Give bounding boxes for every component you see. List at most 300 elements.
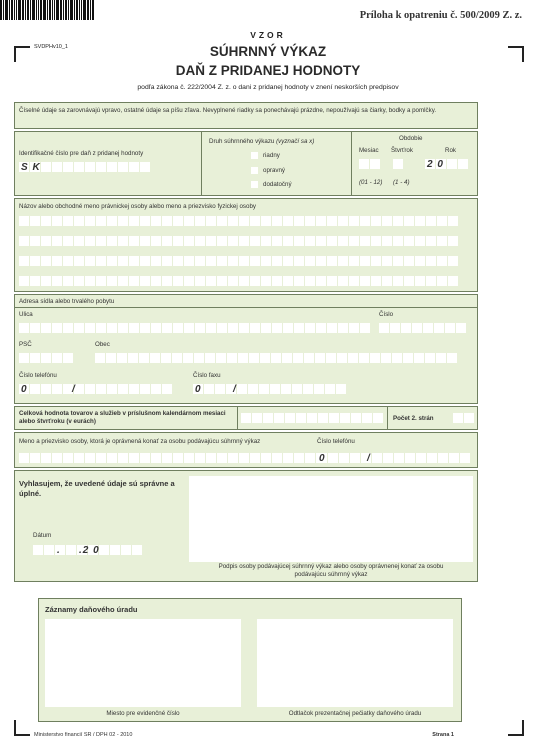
character-cell[interactable] bbox=[415, 276, 425, 286]
character-cell[interactable] bbox=[318, 413, 328, 423]
character-cell[interactable] bbox=[85, 276, 95, 286]
character-cell[interactable] bbox=[140, 323, 150, 333]
character-cell[interactable] bbox=[204, 384, 214, 394]
character-cell[interactable] bbox=[228, 453, 238, 463]
character-cell[interactable] bbox=[107, 453, 117, 463]
character-cell[interactable] bbox=[110, 545, 120, 555]
character-cell[interactable] bbox=[85, 323, 95, 333]
character-cell[interactable] bbox=[140, 276, 150, 286]
character-cell[interactable] bbox=[328, 453, 338, 463]
character-cell[interactable] bbox=[52, 453, 62, 463]
character-cell[interactable] bbox=[427, 453, 437, 463]
character-cell[interactable] bbox=[30, 323, 40, 333]
character-cell[interactable] bbox=[151, 276, 161, 286]
character-cell[interactable] bbox=[129, 256, 139, 266]
character-cell[interactable] bbox=[261, 216, 271, 226]
character-cell[interactable] bbox=[85, 384, 95, 394]
character-cell[interactable] bbox=[327, 236, 337, 246]
character-cell[interactable] bbox=[140, 236, 150, 246]
character-cell[interactable] bbox=[293, 353, 303, 363]
character-cell[interactable] bbox=[228, 323, 238, 333]
character-cell[interactable] bbox=[260, 353, 270, 363]
character-cell[interactable] bbox=[314, 384, 324, 394]
character-cell[interactable] bbox=[228, 256, 238, 266]
character-cell[interactable] bbox=[129, 323, 139, 333]
character-cell[interactable] bbox=[437, 256, 447, 266]
character-cell[interactable] bbox=[447, 353, 457, 363]
character-cell[interactable] bbox=[272, 256, 282, 266]
character-cell[interactable] bbox=[261, 276, 271, 286]
character-cell[interactable] bbox=[52, 323, 62, 333]
character-cell[interactable] bbox=[30, 216, 40, 226]
character-cell[interactable] bbox=[316, 256, 326, 266]
name-row-3[interactable] bbox=[19, 256, 458, 266]
character-cell[interactable] bbox=[261, 256, 271, 266]
character-cell[interactable] bbox=[379, 323, 389, 333]
character-cell[interactable] bbox=[272, 216, 282, 226]
character-cell[interactable] bbox=[140, 256, 150, 266]
character-cell[interactable] bbox=[151, 256, 161, 266]
character-cell[interactable] bbox=[425, 353, 435, 363]
character-cell[interactable] bbox=[437, 216, 447, 226]
character-cell[interactable] bbox=[183, 353, 193, 363]
character-cell[interactable] bbox=[85, 236, 95, 246]
character-cell[interactable] bbox=[283, 323, 293, 333]
character-cell[interactable] bbox=[460, 453, 470, 463]
character-cell[interactable] bbox=[63, 216, 73, 226]
character-cell[interactable] bbox=[426, 216, 436, 226]
character-cell[interactable] bbox=[294, 453, 304, 463]
authorized-name-field[interactable] bbox=[19, 453, 326, 463]
signature-field[interactable] bbox=[189, 476, 473, 562]
character-cell[interactable] bbox=[217, 216, 227, 226]
character-cell[interactable] bbox=[393, 216, 403, 226]
character-cell[interactable] bbox=[283, 256, 293, 266]
fax-field[interactable] bbox=[193, 384, 346, 394]
character-cell[interactable] bbox=[19, 236, 29, 246]
name-row-4[interactable] bbox=[19, 276, 458, 286]
character-cell[interactable] bbox=[217, 276, 227, 286]
character-cell[interactable] bbox=[96, 216, 106, 226]
character-cell[interactable] bbox=[437, 236, 447, 246]
character-cell[interactable] bbox=[121, 545, 131, 555]
character-cell[interactable] bbox=[41, 216, 51, 226]
character-cell[interactable] bbox=[194, 353, 204, 363]
character-cell[interactable] bbox=[272, 323, 282, 333]
character-cell[interactable] bbox=[173, 236, 183, 246]
character-cell[interactable] bbox=[44, 545, 54, 555]
character-cell[interactable] bbox=[248, 384, 258, 394]
character-cell[interactable] bbox=[129, 384, 139, 394]
character-cell[interactable] bbox=[118, 453, 128, 463]
character-cell[interactable] bbox=[294, 236, 304, 246]
character-cell[interactable] bbox=[129, 162, 139, 172]
character-cell[interactable] bbox=[128, 353, 138, 363]
character-cell[interactable] bbox=[305, 236, 315, 246]
character-cell[interactable] bbox=[370, 159, 380, 169]
character-cell[interactable] bbox=[139, 353, 149, 363]
character-cell[interactable] bbox=[436, 353, 446, 363]
character-cell[interactable] bbox=[74, 162, 84, 172]
month-field[interactable] bbox=[359, 159, 380, 169]
character-cell[interactable] bbox=[205, 353, 215, 363]
character-cell[interactable] bbox=[382, 236, 392, 246]
character-cell[interactable] bbox=[360, 256, 370, 266]
character-cell[interactable] bbox=[151, 453, 161, 463]
character-cell[interactable] bbox=[30, 353, 40, 363]
character-cell[interactable] bbox=[307, 413, 317, 423]
character-cell[interactable] bbox=[161, 353, 171, 363]
character-cell[interactable] bbox=[85, 216, 95, 226]
character-cell[interactable] bbox=[272, 236, 282, 246]
character-cell[interactable] bbox=[464, 413, 474, 423]
character-cell[interactable] bbox=[338, 323, 348, 333]
character-cell[interactable] bbox=[305, 453, 315, 463]
character-cell[interactable] bbox=[304, 353, 314, 363]
character-cell[interactable] bbox=[390, 323, 400, 333]
character-cell[interactable] bbox=[448, 236, 458, 246]
character-cell[interactable] bbox=[404, 276, 414, 286]
character-cell[interactable] bbox=[96, 384, 106, 394]
character-cell[interactable] bbox=[282, 353, 292, 363]
character-cell[interactable] bbox=[162, 384, 172, 394]
character-cell[interactable] bbox=[150, 353, 160, 363]
character-cell[interactable] bbox=[272, 453, 282, 463]
character-cell[interactable] bbox=[52, 236, 62, 246]
character-cell[interactable] bbox=[132, 545, 142, 555]
character-cell[interactable] bbox=[140, 216, 150, 226]
character-cell[interactable] bbox=[162, 216, 172, 226]
character-cell[interactable] bbox=[360, 323, 370, 333]
character-cell[interactable] bbox=[327, 256, 337, 266]
character-cell[interactable] bbox=[173, 453, 183, 463]
character-cell[interactable] bbox=[405, 453, 415, 463]
character-cell[interactable] bbox=[129, 236, 139, 246]
character-cell[interactable] bbox=[129, 216, 139, 226]
character-cell[interactable] bbox=[85, 162, 95, 172]
character-cell[interactable] bbox=[360, 236, 370, 246]
character-cell[interactable] bbox=[415, 236, 425, 246]
character-cell[interactable] bbox=[195, 236, 205, 246]
character-cell[interactable] bbox=[41, 384, 51, 394]
town-field[interactable] bbox=[95, 353, 457, 363]
character-cell[interactable] bbox=[360, 276, 370, 286]
character-cell[interactable] bbox=[206, 453, 216, 463]
character-cell[interactable] bbox=[274, 413, 284, 423]
character-cell[interactable] bbox=[294, 256, 304, 266]
character-cell[interactable] bbox=[349, 256, 359, 266]
character-cell[interactable] bbox=[172, 353, 182, 363]
character-cell[interactable] bbox=[107, 323, 117, 333]
character-cell[interactable] bbox=[371, 236, 381, 246]
character-cell[interactable] bbox=[74, 453, 84, 463]
character-cell[interactable] bbox=[19, 216, 29, 226]
character-cell[interactable] bbox=[340, 413, 350, 423]
character-cell[interactable] bbox=[184, 236, 194, 246]
character-cell[interactable] bbox=[118, 276, 128, 286]
character-cell[interactable] bbox=[327, 216, 337, 226]
character-cell[interactable] bbox=[162, 453, 172, 463]
character-cell[interactable] bbox=[456, 323, 466, 333]
character-cell[interactable] bbox=[336, 384, 346, 394]
character-cell[interactable] bbox=[393, 276, 403, 286]
character-cell[interactable] bbox=[96, 323, 106, 333]
character-cell[interactable] bbox=[316, 276, 326, 286]
character-cell[interactable] bbox=[96, 236, 106, 246]
character-cell[interactable] bbox=[63, 323, 73, 333]
street-field[interactable] bbox=[19, 323, 370, 333]
character-cell[interactable] bbox=[216, 353, 226, 363]
character-cell[interactable] bbox=[41, 162, 51, 172]
character-cell[interactable] bbox=[403, 353, 413, 363]
character-cell[interactable] bbox=[316, 236, 326, 246]
character-cell[interactable] bbox=[195, 216, 205, 226]
character-cell[interactable] bbox=[217, 453, 227, 463]
character-cell[interactable] bbox=[206, 276, 216, 286]
character-cell[interactable] bbox=[52, 216, 62, 226]
character-cell[interactable] bbox=[239, 216, 249, 226]
authorized-phone-field[interactable] bbox=[317, 453, 470, 463]
character-cell[interactable] bbox=[118, 256, 128, 266]
character-cell[interactable] bbox=[394, 453, 404, 463]
character-cell[interactable] bbox=[85, 256, 95, 266]
character-cell[interactable] bbox=[250, 236, 260, 246]
character-cell[interactable] bbox=[173, 276, 183, 286]
character-cell[interactable] bbox=[283, 216, 293, 226]
character-cell[interactable] bbox=[30, 453, 40, 463]
stamp-field[interactable] bbox=[257, 619, 453, 707]
character-cell[interactable] bbox=[118, 162, 128, 172]
character-cell[interactable] bbox=[63, 276, 73, 286]
character-cell[interactable] bbox=[151, 323, 161, 333]
character-cell[interactable] bbox=[239, 256, 249, 266]
character-cell[interactable] bbox=[393, 256, 403, 266]
character-cell[interactable] bbox=[316, 323, 326, 333]
character-cell[interactable] bbox=[349, 216, 359, 226]
character-cell[interactable] bbox=[371, 256, 381, 266]
character-cell[interactable] bbox=[206, 236, 216, 246]
character-cell[interactable] bbox=[95, 353, 105, 363]
character-cell[interactable] bbox=[392, 353, 402, 363]
character-cell[interactable] bbox=[263, 413, 273, 423]
character-cell[interactable] bbox=[412, 323, 422, 333]
character-cell[interactable] bbox=[426, 236, 436, 246]
character-cell[interactable] bbox=[63, 353, 73, 363]
character-cell[interactable] bbox=[239, 276, 249, 286]
character-cell[interactable] bbox=[41, 256, 51, 266]
character-cell[interactable] bbox=[261, 453, 271, 463]
character-cell[interactable] bbox=[239, 323, 249, 333]
character-cell[interactable] bbox=[294, 216, 304, 226]
character-cell[interactable] bbox=[415, 256, 425, 266]
character-cell[interactable] bbox=[140, 453, 150, 463]
character-cell[interactable] bbox=[195, 453, 205, 463]
character-cell[interactable] bbox=[96, 453, 106, 463]
total-value-field[interactable] bbox=[241, 413, 383, 423]
character-cell[interactable] bbox=[19, 276, 29, 286]
character-cell[interactable] bbox=[217, 323, 227, 333]
character-cell[interactable] bbox=[74, 276, 84, 286]
character-cell[interactable] bbox=[401, 323, 411, 333]
character-cell[interactable] bbox=[393, 236, 403, 246]
character-cell[interactable] bbox=[96, 162, 106, 172]
character-cell[interactable] bbox=[206, 323, 216, 333]
character-cell[interactable] bbox=[381, 353, 391, 363]
character-cell[interactable] bbox=[329, 413, 339, 423]
character-cell[interactable] bbox=[74, 236, 84, 246]
character-cell[interactable] bbox=[206, 216, 216, 226]
character-cell[interactable] bbox=[140, 162, 150, 172]
character-cell[interactable] bbox=[270, 384, 280, 394]
report-type-corrective-checkbox[interactable] bbox=[251, 167, 258, 174]
character-cell[interactable] bbox=[30, 236, 40, 246]
character-cell[interactable] bbox=[63, 162, 73, 172]
character-cell[interactable] bbox=[283, 276, 293, 286]
character-cell[interactable] bbox=[96, 276, 106, 286]
character-cell[interactable] bbox=[63, 256, 73, 266]
character-cell[interactable] bbox=[339, 453, 349, 463]
character-cell[interactable] bbox=[327, 276, 337, 286]
character-cell[interactable] bbox=[99, 545, 109, 555]
character-cell[interactable] bbox=[349, 323, 359, 333]
character-cell[interactable] bbox=[107, 216, 117, 226]
character-cell[interactable] bbox=[292, 384, 302, 394]
character-cell[interactable] bbox=[252, 413, 262, 423]
character-cell[interactable] bbox=[449, 453, 459, 463]
character-cell[interactable] bbox=[151, 216, 161, 226]
character-cell[interactable] bbox=[338, 216, 348, 226]
character-cell[interactable] bbox=[52, 276, 62, 286]
character-cell[interactable] bbox=[66, 545, 76, 555]
character-cell[interactable] bbox=[351, 413, 361, 423]
character-cell[interactable] bbox=[350, 453, 360, 463]
character-cell[interactable] bbox=[106, 353, 116, 363]
character-cell[interactable] bbox=[250, 453, 260, 463]
character-cell[interactable] bbox=[372, 453, 382, 463]
character-cell[interactable] bbox=[414, 353, 424, 363]
character-cell[interactable] bbox=[426, 276, 436, 286]
character-cell[interactable] bbox=[438, 453, 448, 463]
character-cell[interactable] bbox=[118, 384, 128, 394]
character-cell[interactable] bbox=[349, 276, 359, 286]
character-cell[interactable] bbox=[371, 276, 381, 286]
character-cell[interactable] bbox=[448, 216, 458, 226]
character-cell[interactable] bbox=[415, 216, 425, 226]
character-cell[interactable] bbox=[453, 413, 463, 423]
character-cell[interactable] bbox=[458, 159, 468, 169]
character-cell[interactable] bbox=[162, 276, 172, 286]
quarter-field[interactable] bbox=[393, 159, 403, 169]
character-cell[interactable] bbox=[283, 236, 293, 246]
character-cell[interactable] bbox=[250, 256, 260, 266]
character-cell[interactable] bbox=[338, 276, 348, 286]
character-cell[interactable] bbox=[184, 216, 194, 226]
character-cell[interactable] bbox=[74, 256, 84, 266]
character-cell[interactable] bbox=[447, 159, 457, 169]
character-cell[interactable] bbox=[382, 276, 392, 286]
character-cell[interactable] bbox=[338, 256, 348, 266]
character-cell[interactable] bbox=[85, 453, 95, 463]
character-cell[interactable] bbox=[52, 384, 62, 394]
character-cell[interactable] bbox=[41, 323, 51, 333]
character-cell[interactable] bbox=[404, 256, 414, 266]
character-cell[interactable] bbox=[283, 453, 293, 463]
character-cell[interactable] bbox=[382, 256, 392, 266]
character-cell[interactable] bbox=[107, 384, 117, 394]
character-cell[interactable] bbox=[19, 323, 29, 333]
character-cell[interactable] bbox=[448, 276, 458, 286]
character-cell[interactable] bbox=[325, 384, 335, 394]
number-field[interactable] bbox=[379, 323, 466, 333]
character-cell[interactable] bbox=[41, 236, 51, 246]
character-cell[interactable] bbox=[96, 256, 106, 266]
character-cell[interactable] bbox=[250, 323, 260, 333]
character-cell[interactable] bbox=[296, 413, 306, 423]
character-cell[interactable] bbox=[173, 256, 183, 266]
character-cell[interactable] bbox=[173, 216, 183, 226]
character-cell[interactable] bbox=[249, 353, 259, 363]
character-cell[interactable] bbox=[404, 236, 414, 246]
character-cell[interactable] bbox=[305, 216, 315, 226]
character-cell[interactable] bbox=[360, 216, 370, 226]
character-cell[interactable] bbox=[261, 323, 271, 333]
character-cell[interactable] bbox=[285, 413, 295, 423]
character-cell[interactable] bbox=[404, 216, 414, 226]
character-cell[interactable] bbox=[349, 236, 359, 246]
character-cell[interactable] bbox=[359, 353, 369, 363]
character-cell[interactable] bbox=[195, 256, 205, 266]
character-cell[interactable] bbox=[228, 276, 238, 286]
character-cell[interactable] bbox=[118, 216, 128, 226]
character-cell[interactable] bbox=[118, 236, 128, 246]
character-cell[interactable] bbox=[184, 276, 194, 286]
name-row-1[interactable] bbox=[19, 216, 458, 226]
character-cell[interactable] bbox=[184, 323, 194, 333]
character-cell[interactable] bbox=[305, 323, 315, 333]
character-cell[interactable] bbox=[362, 413, 372, 423]
character-cell[interactable] bbox=[315, 353, 325, 363]
character-cell[interactable] bbox=[30, 256, 40, 266]
character-cell[interactable] bbox=[151, 236, 161, 246]
character-cell[interactable] bbox=[426, 256, 436, 266]
character-cell[interactable] bbox=[19, 256, 29, 266]
character-cell[interactable] bbox=[272, 276, 282, 286]
character-cell[interactable] bbox=[228, 216, 238, 226]
character-cell[interactable] bbox=[371, 216, 381, 226]
character-cell[interactable] bbox=[162, 236, 172, 246]
character-cell[interactable] bbox=[305, 276, 315, 286]
character-cell[interactable] bbox=[41, 353, 51, 363]
character-cell[interactable] bbox=[316, 216, 326, 226]
character-cell[interactable] bbox=[370, 353, 380, 363]
character-cell[interactable] bbox=[261, 236, 271, 246]
zip-field[interactable] bbox=[19, 353, 73, 363]
character-cell[interactable] bbox=[239, 236, 249, 246]
character-cell[interactable] bbox=[445, 323, 455, 333]
character-cell[interactable] bbox=[373, 413, 383, 423]
character-cell[interactable] bbox=[337, 353, 347, 363]
character-cell[interactable] bbox=[434, 323, 444, 333]
character-cell[interactable] bbox=[271, 353, 281, 363]
character-cell[interactable] bbox=[107, 162, 117, 172]
character-cell[interactable] bbox=[195, 276, 205, 286]
character-cell[interactable] bbox=[305, 256, 315, 266]
phone-field[interactable] bbox=[19, 384, 172, 394]
character-cell[interactable] bbox=[41, 453, 51, 463]
character-cell[interactable] bbox=[74, 216, 84, 226]
character-cell[interactable] bbox=[206, 256, 216, 266]
character-cell[interactable] bbox=[129, 453, 139, 463]
